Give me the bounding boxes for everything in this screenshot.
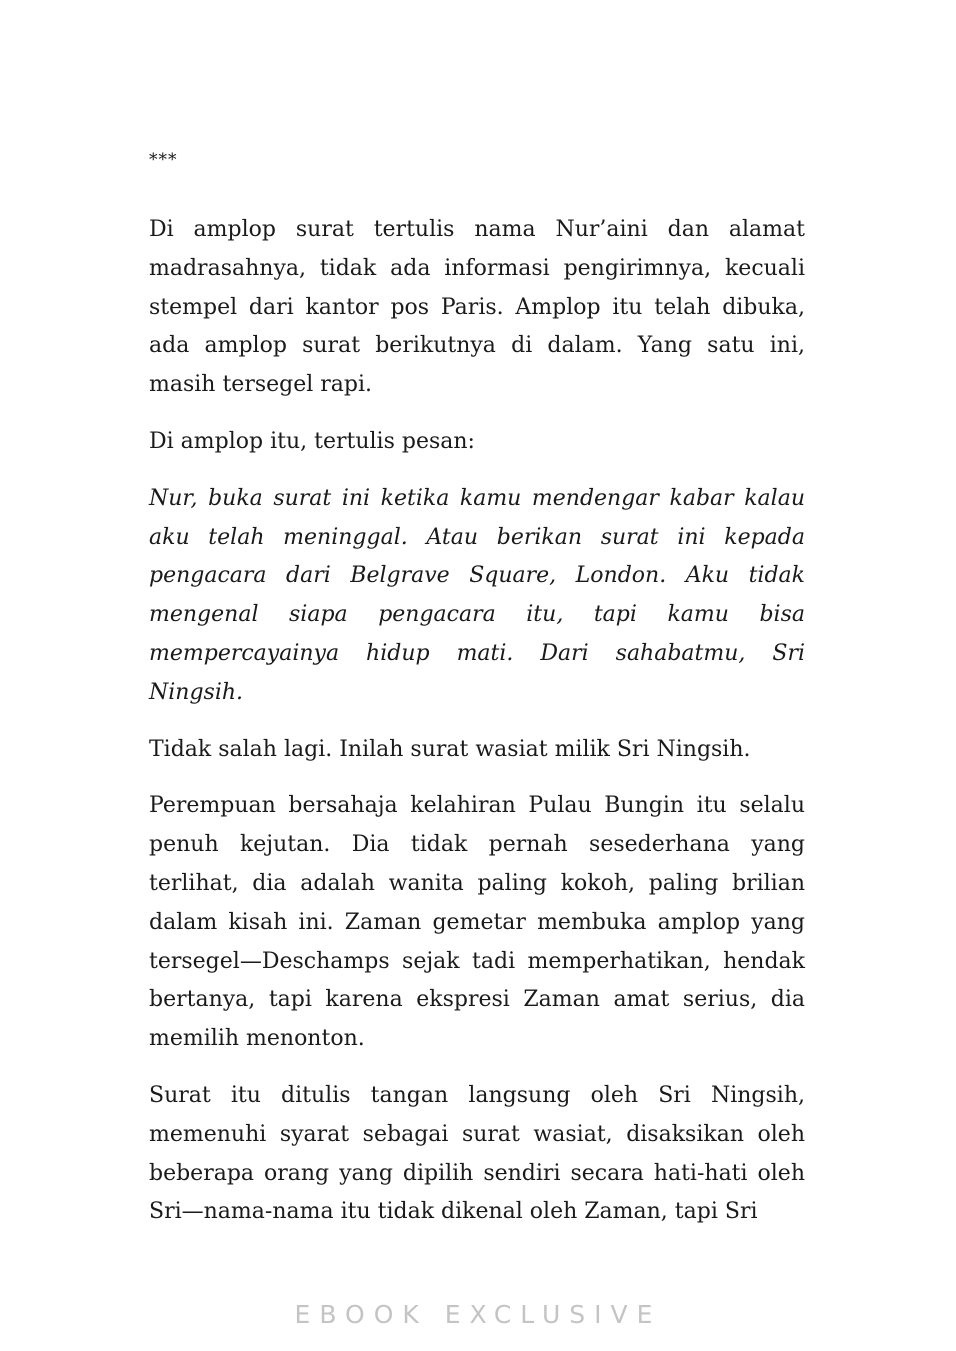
paragraph-message-intro: Di amplop itu, tertulis pesan: — [149, 428, 475, 454]
paragraph-quoted-message: Nur, buka surat ini ketika kamu mendengar kabar kalau aku telah meninggal. Atau berikan surat ini kepada pengacara dari Belgrave Square, London. Aku tidak mengenal siapa pengacara itu, tapi kamu bisa mempercayainya hidup mati. Dari sahabatmu, Sri Ningsih. — [149, 485, 805, 705]
footer-watermark: EBOOK EXCLUSIVE — [294, 1300, 662, 1329]
paragraph-will-identified: Tidak salah lagi. Inilah surat wasiat milik Sri Ningsih. — [149, 736, 751, 762]
paragraph-handwritten-letter: Surat itu ditulis tangan langsung oleh Sri Ningsih, memenuhi syarat sebagai surat wasiat, disaksikan oleh beberapa orang yang dipilih sendiri secara hati-hati oleh Sri—nama-nama itu tidak dikenal oleh Zaman, tapi Sri — [149, 1082, 805, 1225]
section-separator: *** — [149, 150, 178, 170]
paragraph-sri-ningsih: Perempuan bersahaja kelahiran Pulau Bungin itu selalu penuh kejutan. Dia tidak pernah sesederhana yang terlihat, dia adalah wanita paling kokoh, paling brilian dalam kisah ini. Zaman gemetar membuka amplop yang tersegel—Deschamps sejak tadi memperhatikan, hendak bertanya, tapi karena ekspresi Zaman amat serius, dia memilih menonton. — [149, 793, 805, 1052]
paragraph-envelope: Di amplop surat tertulis nama Nur’aini dan alamat madrasahnya, tidak ada informasi pengirimnya, kecuali stempel dari kantor pos Paris. Amplop itu telah dibuka, ada amplop surat berikutnya di dalam. Yang satu ini, masih tersegel rapi. — [149, 217, 805, 398]
page-body — [149, 150, 805, 1250]
